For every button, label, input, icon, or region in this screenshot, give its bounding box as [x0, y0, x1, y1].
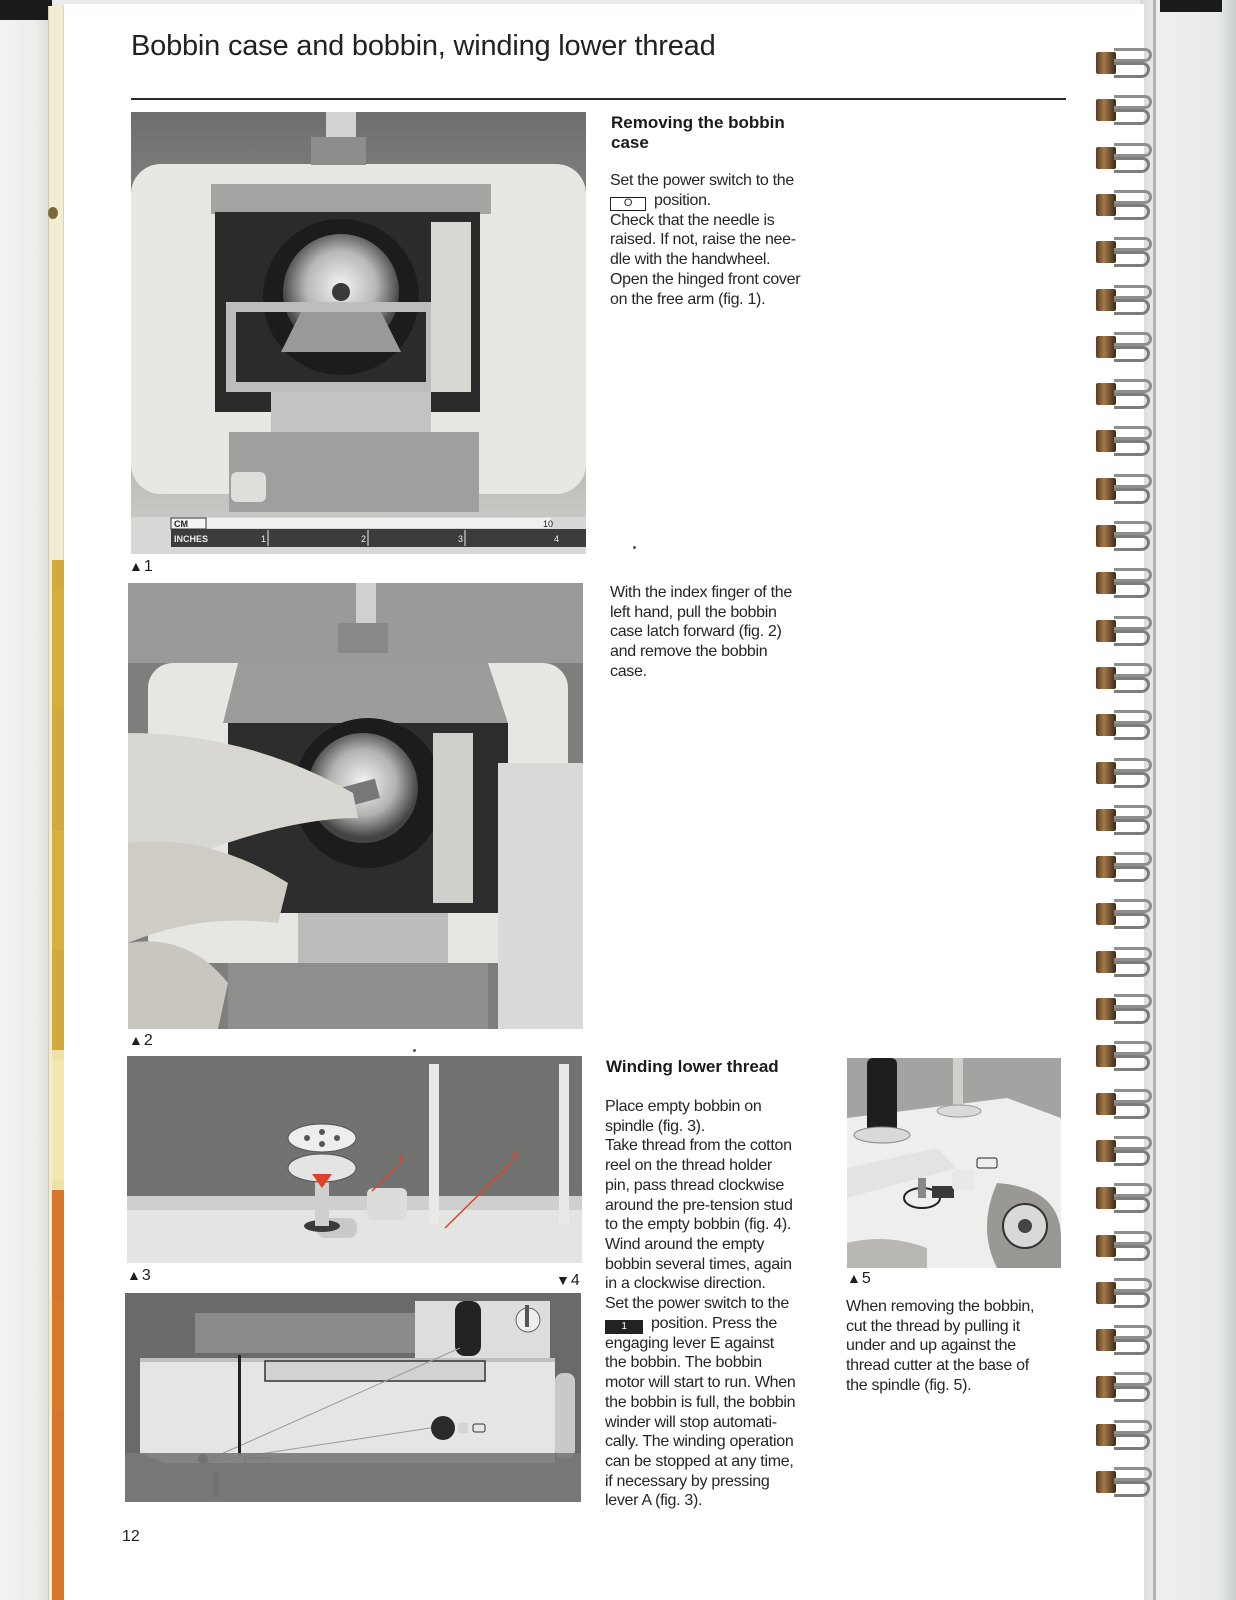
coil-wire — [1114, 1150, 1150, 1166]
coil-wire — [1114, 48, 1152, 62]
coil-wire — [1114, 630, 1150, 646]
svg-text:CM: CM — [174, 519, 188, 529]
punch-hole — [1096, 1187, 1116, 1209]
punch-hole — [1096, 478, 1116, 500]
page-number: 12 — [122, 1528, 140, 1545]
coil-wire — [1114, 899, 1152, 913]
punch-hole — [1096, 289, 1116, 311]
punch-hole — [1096, 1376, 1116, 1398]
svg-text:E: E — [399, 1153, 408, 1167]
scan-speck — [413, 1049, 416, 1052]
coil-wire — [1114, 393, 1150, 409]
triangle-up-icon: ▲ — [129, 1032, 143, 1048]
triangle-up-icon: ▲ — [129, 558, 143, 574]
spiral-ring — [1096, 710, 1156, 744]
figure-3-photo — [127, 1056, 582, 1263]
spiral-ring — [1096, 994, 1156, 1028]
punch-hole — [1096, 194, 1116, 216]
spiral-ring — [1096, 1231, 1156, 1265]
removing-instructions: Set the power switch to the O position. Check that the needle is raised. If not, raise the nee- dle with the handwheel. Open the hinged front cover on the free arm (fig. 1). — [610, 172, 801, 308]
punch-hole — [1096, 1235, 1116, 1257]
coil-wire — [1114, 237, 1152, 251]
spiral-ring — [1096, 521, 1156, 555]
punch-hole — [1096, 667, 1116, 689]
thread-cutter-illustration — [847, 1058, 1061, 1268]
figure-2-photo — [128, 583, 583, 1029]
coil-wire — [1114, 1136, 1152, 1150]
coil-wire — [1114, 1008, 1150, 1024]
coil-wire — [1114, 616, 1152, 630]
triangle-down-icon: ▼ — [556, 1272, 570, 1288]
svg-text:2: 2 — [361, 534, 367, 544]
scan-edge-shadow — [1160, 0, 1222, 12]
power-switch-off-symbol: O — [610, 197, 646, 211]
figure-1-caption: ▲1 — [129, 558, 153, 575]
coil-wire — [1114, 143, 1152, 157]
figure-3-caption: ▲3 — [127, 1267, 151, 1284]
coil-wire — [1114, 663, 1152, 677]
coil-wire — [1114, 285, 1152, 299]
svg-text:10: 10 — [543, 519, 554, 529]
spiral-ring — [1096, 663, 1156, 697]
coil-wire — [1114, 1339, 1150, 1355]
section-heading-winding-lower-thread: Winding lower thread — [606, 1057, 779, 1076]
coil-wire — [1114, 474, 1152, 488]
punch-hole — [1096, 1045, 1116, 1067]
figure-4-photo — [125, 1293, 581, 1502]
coil-wire — [1114, 947, 1152, 961]
spiral-ring — [1096, 1372, 1156, 1406]
spiral-ring — [1096, 852, 1156, 886]
coil-wire — [1114, 488, 1150, 504]
punch-hole — [1096, 809, 1116, 831]
spiral-ring — [1096, 1325, 1156, 1359]
coil-wire — [1114, 1055, 1150, 1071]
punch-hole — [1096, 620, 1116, 642]
coil-wire — [1114, 1197, 1150, 1213]
coil-wire — [1114, 1231, 1152, 1245]
coil-wire — [1114, 1245, 1150, 1261]
coil-wire — [1114, 95, 1152, 109]
coil-wire — [1114, 190, 1152, 204]
coil-wire — [1114, 724, 1150, 740]
winding-instructions: Place empty bobbin on spindle (fig. 3). Take thread from the cotton reel on the thread holder pin, pass thread clockwise around the pre-tension stud to the empty bobbin (fig. 4). Wind around the empty bobbin several times, again in a clockwise direction. Set the power switch to the 1 position. Press the engaging lever E against the bobbin. The bobbin motor will start to run. When the bobbin is full, the bobbin winder will stop automati- cally. The winding operation can be stopped at any time, if necessary by pressing lever A (fig. 3). — [605, 1098, 796, 1510]
punch-hole — [1096, 762, 1116, 784]
spiral-ring — [1096, 947, 1156, 981]
spiral-ring — [1096, 568, 1156, 602]
punch-hole — [1096, 1424, 1116, 1446]
figure-4-caption: ▼4 — [556, 1272, 580, 1289]
coil-wire — [1114, 913, 1150, 929]
coil-wire — [1114, 426, 1152, 440]
coil-wire — [1114, 819, 1150, 835]
punch-hole — [1096, 336, 1116, 358]
coil-wire — [1114, 1292, 1150, 1308]
punch-hole — [1096, 1471, 1116, 1493]
coil-wire — [1114, 1467, 1152, 1481]
svg-text:4: 4 — [554, 534, 560, 544]
scan-background-left — [0, 0, 52, 1600]
spiral-ring — [1096, 616, 1156, 650]
punch-hole — [1096, 147, 1116, 169]
coil-wire — [1114, 961, 1150, 977]
spiral-ring — [1096, 143, 1156, 177]
bobbin-winder-illustration — [127, 1056, 582, 1263]
spiral-ring — [1096, 48, 1156, 82]
punch-hole — [1096, 99, 1116, 121]
thread-cutter-instructions: When removing the bobbin, cut the thread by pulling it under and up against the thread cutter at the base of the spindle (fig. 5). — [846, 1298, 1035, 1394]
svg-text:1: 1 — [261, 534, 267, 544]
coil-wire — [1114, 582, 1150, 598]
coil-wire — [1114, 1420, 1152, 1434]
coil-wire — [1114, 1481, 1150, 1497]
coil-wire — [1114, 866, 1150, 882]
punch-hole — [1096, 52, 1116, 74]
punch-hole — [1096, 383, 1116, 405]
spiral-ring — [1096, 332, 1156, 366]
triangle-up-icon: ▲ — [127, 1267, 141, 1283]
coil-wire — [1114, 251, 1150, 267]
scan-speck — [633, 546, 636, 549]
coil-wire — [1114, 1041, 1152, 1055]
punch-hole — [1096, 903, 1116, 925]
figure-5-photo — [847, 1058, 1061, 1268]
spiral-ring — [1096, 1420, 1156, 1454]
coil-wire — [1114, 332, 1152, 346]
edge-mark — [48, 207, 58, 219]
spiral-ring — [1096, 379, 1156, 413]
bobbin-latch-illustration — [128, 583, 583, 1029]
punch-hole — [1096, 1140, 1116, 1162]
punch-hole — [1096, 856, 1116, 878]
coil-wire — [1114, 805, 1152, 819]
punch-hole — [1096, 430, 1116, 452]
coil-wire — [1114, 62, 1150, 78]
coil-wire — [1114, 1372, 1152, 1386]
latch-instructions: With the index finger of the left hand, pull the bobbin case latch forward (fig. 2) and remove the bobbin case. — [610, 584, 792, 680]
coil-wire — [1114, 157, 1150, 173]
coil-wire — [1114, 1089, 1152, 1103]
coil-wire — [1114, 109, 1150, 125]
coil-wire — [1114, 1325, 1152, 1339]
coil-wire — [1114, 772, 1150, 788]
coil-wire — [1114, 1386, 1150, 1402]
coil-wire — [1114, 440, 1150, 456]
thread-path-illustration — [125, 1293, 581, 1502]
punch-hole — [1096, 951, 1116, 973]
coil-wire — [1114, 568, 1152, 582]
scan-edge-shadow — [0, 0, 52, 20]
spiral-ring — [1096, 1089, 1156, 1123]
spiral-ring — [1096, 899, 1156, 933]
coil-wire — [1114, 535, 1150, 551]
spiral-ring — [1096, 1041, 1156, 1075]
coil-wire — [1114, 994, 1152, 1008]
coil-wire — [1114, 710, 1152, 724]
spiral-ring — [1096, 285, 1156, 319]
figure-5-caption: ▲5 — [847, 1270, 871, 1287]
punch-hole — [1096, 998, 1116, 1020]
triangle-up-icon: ▲ — [847, 1270, 861, 1286]
punch-hole — [1096, 572, 1116, 594]
spiral-ring — [1096, 1278, 1156, 1312]
spiral-ring — [1096, 474, 1156, 508]
svg-text:INCHES: INCHES — [174, 534, 209, 544]
punch-hole — [1096, 714, 1116, 736]
coil-wire — [1114, 758, 1152, 772]
spiral-ring — [1096, 190, 1156, 224]
figure-1-photo — [131, 112, 586, 554]
power-switch-on-symbol: 1 — [605, 1320, 643, 1334]
punch-hole — [1096, 241, 1116, 263]
coil-wire — [1114, 346, 1150, 362]
page-title: Bobbin case and bobbin, winding lower thread — [131, 30, 716, 62]
spiral-ring — [1096, 95, 1156, 129]
coil-wire — [1114, 852, 1152, 866]
spiral-ring — [1096, 1467, 1156, 1501]
title-rule — [131, 98, 1066, 100]
figure-2-caption: ▲2 — [129, 1032, 153, 1049]
spiral-ring — [1096, 237, 1156, 271]
punch-hole — [1096, 1282, 1116, 1304]
coil-wire — [1114, 299, 1150, 315]
coil-wire — [1114, 1103, 1150, 1119]
spiral-ring — [1096, 758, 1156, 792]
coil-wire — [1114, 1434, 1150, 1450]
svg-text:A: A — [511, 1149, 520, 1163]
svg-text:3: 3 — [458, 534, 464, 544]
coil-wire — [1114, 379, 1152, 393]
coil-wire — [1114, 677, 1150, 693]
spiral-ring — [1096, 805, 1156, 839]
spiral-ring — [1096, 426, 1156, 460]
spiral-ring — [1096, 1136, 1156, 1170]
punch-hole — [1096, 1093, 1116, 1115]
coil-wire — [1114, 1278, 1152, 1292]
coil-wire — [1114, 204, 1150, 220]
section-heading-removing-bobbin-case: Removing the bobbin case — [611, 113, 785, 152]
spiral-ring — [1096, 1183, 1156, 1217]
punch-hole — [1096, 1329, 1116, 1351]
punch-hole — [1096, 525, 1116, 547]
bobbin-compartment-illustration — [131, 112, 586, 554]
coil-wire — [1114, 1183, 1152, 1197]
coil-wire — [1114, 521, 1152, 535]
